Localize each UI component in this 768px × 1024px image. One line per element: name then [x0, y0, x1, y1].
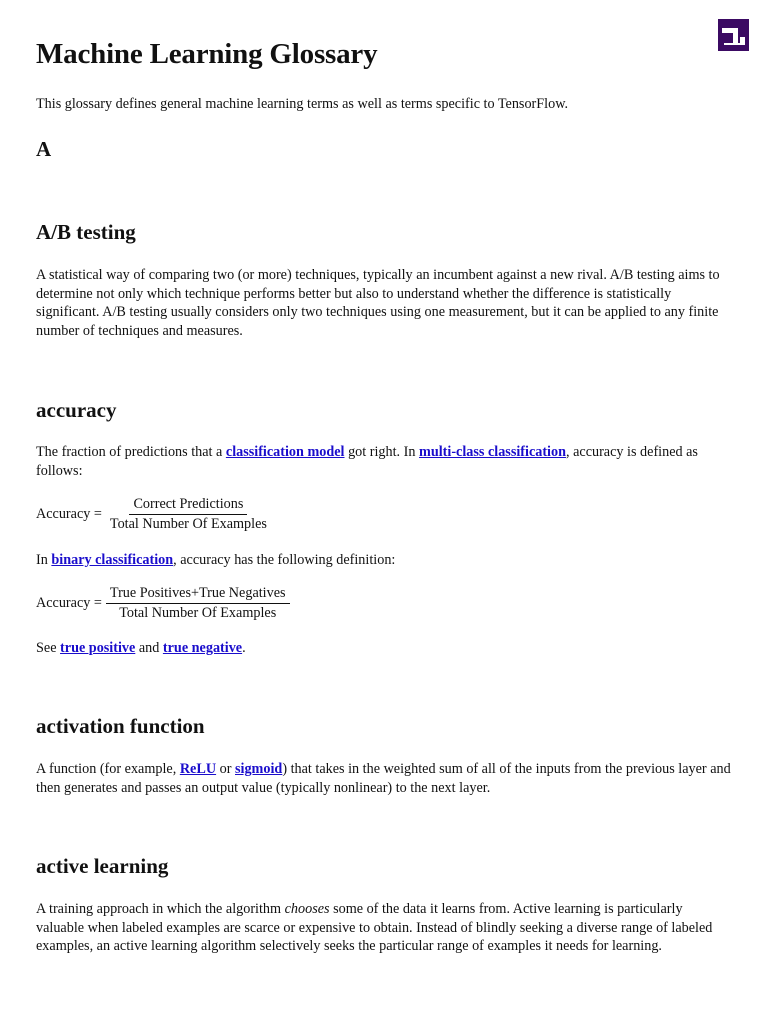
formula-lhs: Accuracy = — [36, 595, 102, 611]
see-also-text — [36, 639, 732, 658]
link-multi-class-classification[interactable]: multi-class classification — [419, 444, 566, 460]
activation-text-2: or — [216, 761, 235, 777]
binary-accuracy-formula — [36, 585, 290, 622]
term-heading-ab-testing: A/B testing — [36, 220, 136, 244]
term-heading-accuracy: accuracy — [36, 398, 117, 422]
formula-denominator: Total Number Of Examples — [119, 605, 277, 621]
definition-ab-testing: A statistical way of comparing two (or more) techniques, typically an incumbent against a new rival. A/B testing aims to determine not only which technique performs better but also to understand whether the difference is statistically significant. A/B testing usually considers only two techniques using one measurement, but it can be applied to any finite number of techniques and measures. — [36, 267, 720, 339]
activation-text-3: ) that takes in the weighted sum of all of the inputs from the previous layer and then generates and passes an output value (typically nonlinear) to the next layer. — [36, 761, 731, 796]
intro-text: This glossary defines general machine learning terms as well as terms specific to TensorFlow. — [36, 96, 569, 112]
link-relu[interactable]: ReLU — [179, 761, 217, 777]
accuracy-text-1: The fraction of predictions that a — [36, 444, 226, 460]
definition-accuracy — [36, 443, 732, 480]
see-text-3: . — [242, 640, 246, 656]
see-text-1: See — [36, 640, 61, 656]
binary-text-2: , accuracy has the following definition: — [173, 552, 396, 568]
activation-text-1: A function (for example, — [36, 761, 180, 777]
link-classification-model[interactable]: classification model — [225, 444, 345, 460]
tensorflow-logo-icon[interactable] — [718, 19, 749, 51]
link-true-positive[interactable]: true positive — [60, 640, 136, 656]
formula-fraction — [106, 585, 290, 622]
definition-activation-function — [36, 760, 732, 797]
link-true-negative[interactable]: true negative — [162, 640, 243, 656]
link-sigmoid[interactable]: sigmoid — [235, 761, 283, 777]
formula-fraction — [106, 496, 271, 533]
formula-numerator: True Positives+True Negatives — [106, 585, 290, 604]
formula-denominator: Total Number Of Examples — [109, 516, 267, 532]
term-heading-active-learning: active learning — [36, 854, 169, 878]
accuracy-text-3: , accuracy is defined as follows: — [36, 444, 698, 479]
binary-accuracy-text — [36, 551, 732, 570]
formula-lhs: Accuracy = — [36, 506, 102, 522]
definition-active-learning — [36, 900, 732, 956]
letter-heading: A — [36, 137, 52, 161]
page-title: Machine Learning Glossary — [36, 38, 378, 70]
binary-text-1: In — [36, 552, 52, 568]
accuracy-text-2: got right. In — [344, 444, 419, 460]
active-learning-emphasis: chooses — [284, 901, 330, 917]
link-binary-classification[interactable]: binary classification — [51, 552, 174, 568]
term-heading-activation-function: activation function — [36, 714, 205, 738]
accuracy-formula — [36, 496, 271, 533]
active-learning-text-2: some of the data it learns from. Active learning is particularly valuable when labeled examples are scarce or expensive to obtain. Instead of blindly seeking a diverse range of labeled examples, an active learning algorithm selectively seeks the particular range of examples it needs for learning. — [36, 901, 713, 955]
see-text-2: and — [135, 640, 163, 656]
formula-numerator: Correct Predictions — [129, 496, 247, 515]
active-learning-text-1: A training approach in which the algorithm — [36, 901, 285, 917]
